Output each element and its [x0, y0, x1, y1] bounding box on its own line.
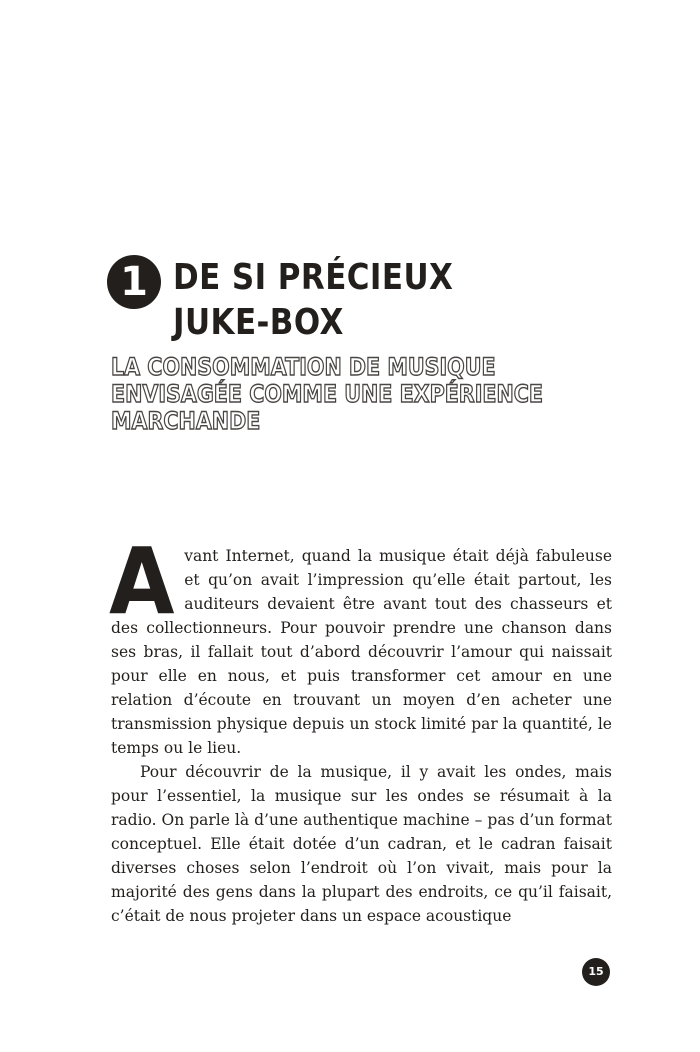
chapter-title-line: DE SI PRÉCIEUX	[173, 257, 454, 298]
chapter-title	[173, 255, 551, 345]
body-text	[109, 528, 612, 928]
paragraph: Pour découvrir de la musique, il y avait les ondes, mais pour l’essentiel, la musique sur les ondes se résumait à la radio. On parle là d’une authentique machine – pas d’un format conceptuel. Elle était dotée d’un cadran, et le cadran faisait diverses choses selon l’endroit où l’on vivait, mais pour la majorité des gens dans la plupart des endroits, ce qu’il faisait, c’était de nous projeter dans un espace acoustique	[111, 763, 612, 925]
chapter-subtitle-line: LA CONSOMMATION DE MUSIQUE	[111, 353, 496, 381]
chapter-subtitle-line: MARCHANDE	[111, 407, 261, 435]
paragraph-text: vant Internet, quand la musique était déjà fabuleuse et qu’on avait l’impression qu’elle était partout, les auditeurs devaient être avant tout des chasseurs et des collectionneurs. Pour pouvoir prendre une chanson dans ses bras, il fallait tout d’abord découvrir l’amour qui naissait pour elle en nous, et puis transformer cet amour en une relation d’écoute en trouvant un moyen d’en acheter une transmission physique depuis un stock limité par la quantité, le temps ou le lieu.	[111, 547, 612, 757]
paragraph	[109, 528, 612, 760]
chapter-number-badge: 1	[107, 255, 161, 309]
page-number: 15	[582, 958, 610, 986]
chapter-subtitle	[111, 354, 593, 435]
drop-cap: A	[109, 528, 175, 635]
chapter-title-line: JUKE-BOX	[173, 302, 344, 343]
chapter-subtitle-line: ENVISAGÉE COMME UNE EXPÉRIENCE	[111, 380, 544, 408]
